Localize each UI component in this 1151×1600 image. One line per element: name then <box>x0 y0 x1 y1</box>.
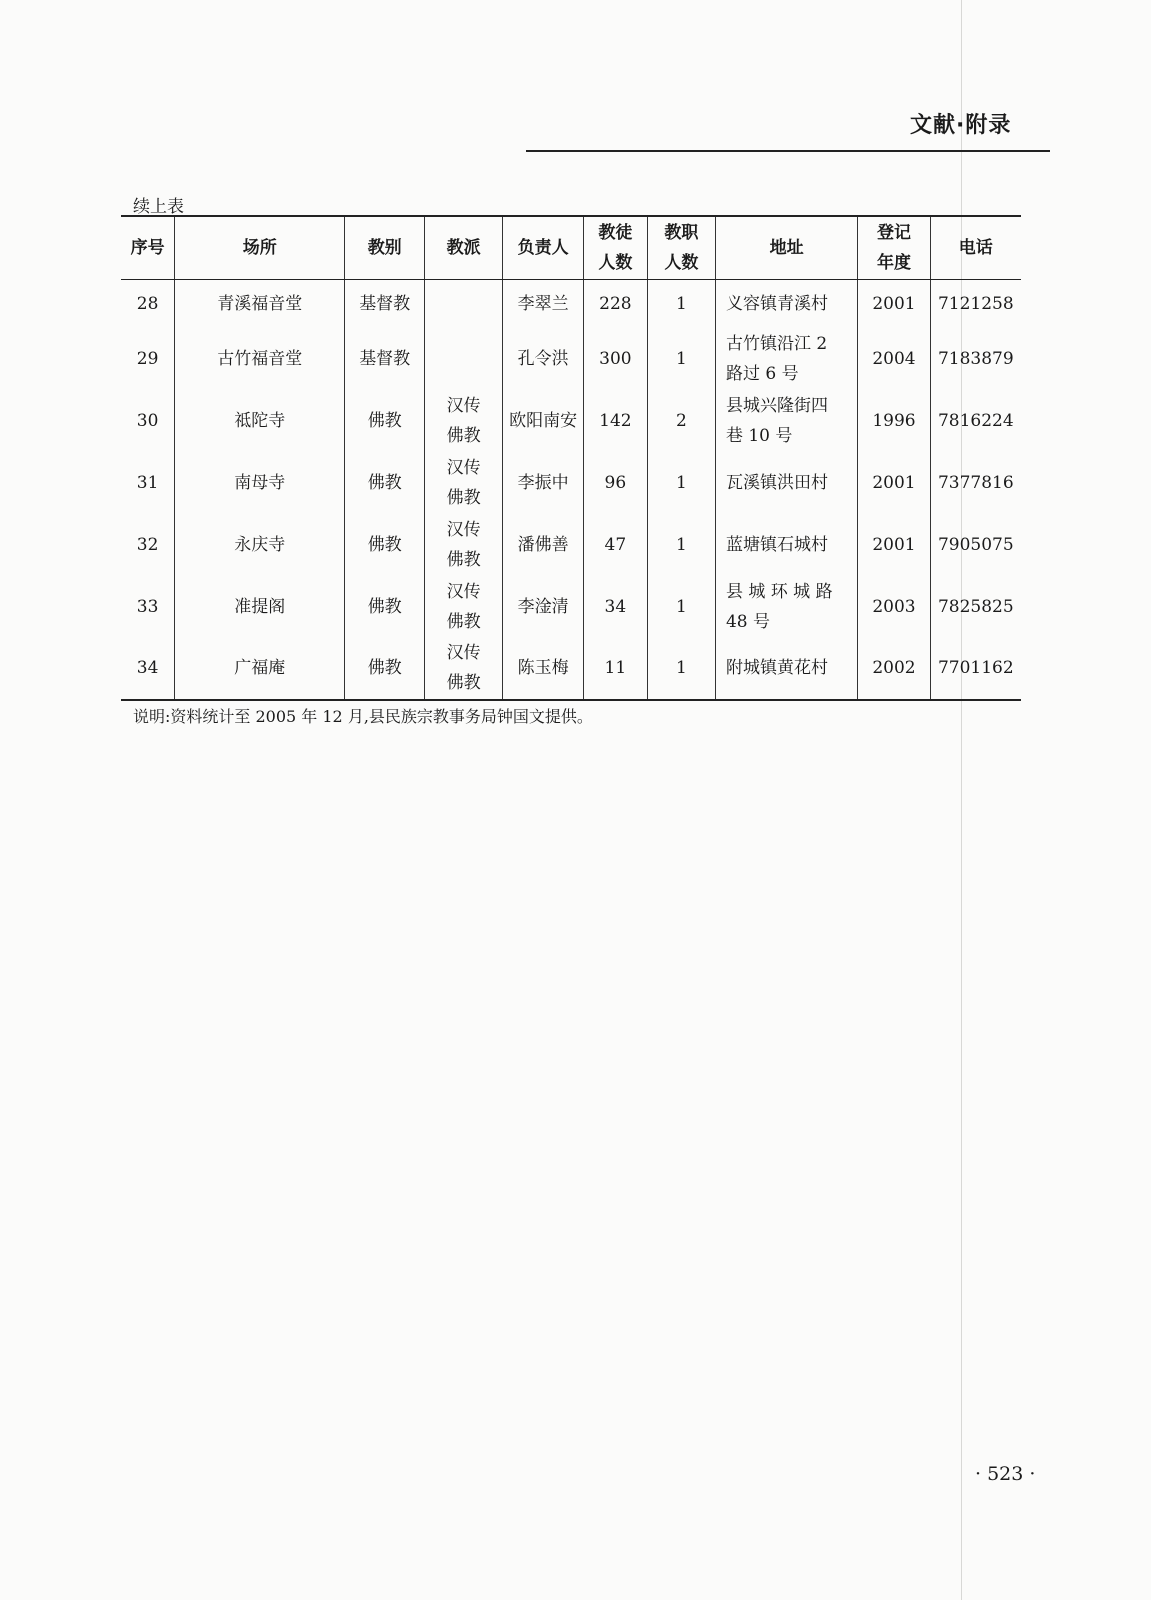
cell-clergy: 1 <box>647 638 715 700</box>
cell-address: 义容镇青溪村 <box>715 280 857 328</box>
cell-place: 祗陀寺 <box>175 390 345 452</box>
column-header: 序号 <box>121 216 175 280</box>
cell-leader: 欧阳南安 <box>503 390 584 452</box>
cell-place: 青溪福音堂 <box>175 280 345 328</box>
column-header: 地址 <box>715 216 857 280</box>
cell-place: 古竹福音堂 <box>175 328 345 390</box>
cell-year: 2004 <box>858 328 930 390</box>
cell-clergy: 1 <box>647 576 715 638</box>
cell-sect <box>424 280 502 328</box>
cell-address: 附城镇黄花村 <box>715 638 857 700</box>
cell-year: 2003 <box>858 576 930 638</box>
cell-clergy: 2 <box>647 390 715 452</box>
cell-year: 1996 <box>858 390 930 452</box>
cell-place: 永庆寺 <box>175 514 345 576</box>
cell-sect: 汉传 佛教 <box>424 576 502 638</box>
cell-year: 2001 <box>858 280 930 328</box>
column-header: 电话 <box>930 216 1021 280</box>
cell-followers: 142 <box>583 390 647 452</box>
table-row <box>121 390 1021 452</box>
cell-phone: 7377816 <box>930 452 1021 514</box>
cell-leader: 潘佛善 <box>503 514 584 576</box>
cell-leader: 李淦清 <box>503 576 584 638</box>
religious-sites-table-container <box>121 215 1021 701</box>
header-rule <box>526 150 1050 152</box>
column-header: 负责人 <box>503 216 584 280</box>
cell-followers: 96 <box>583 452 647 514</box>
cell-sect: 汉传 佛教 <box>424 452 502 514</box>
cell-clergy: 1 <box>647 328 715 390</box>
table-continuation-label: 续上表 <box>133 197 184 217</box>
cell-clergy: 1 <box>647 514 715 576</box>
cell-sect: 汉传 佛教 <box>424 638 502 700</box>
cell-leader: 李振中 <box>503 452 584 514</box>
cell-sect: 汉传 佛教 <box>424 390 502 452</box>
cell-religion: 基督教 <box>345 280 424 328</box>
cell-place: 准提阁 <box>175 576 345 638</box>
table-row <box>121 328 1021 390</box>
cell-phone: 7121258 <box>930 280 1021 328</box>
table-row <box>121 280 1021 328</box>
column-header: 登记 年度 <box>858 216 930 280</box>
cell-no: 32 <box>136 534 159 555</box>
table-row <box>121 638 1021 700</box>
cell-phone: 7701162 <box>930 638 1021 700</box>
cell-leader: 陈玉梅 <box>503 638 584 700</box>
cell-year: 2002 <box>858 638 930 700</box>
cell-address: 县 城 环 城 路 48 号 <box>715 576 857 638</box>
cell-followers: 34 <box>583 576 647 638</box>
cell-address: 瓦溪镇洪田村 <box>715 452 857 514</box>
table-row <box>121 576 1021 638</box>
table-row <box>121 514 1021 576</box>
cell-religion: 佛教 <box>345 452 424 514</box>
religious-sites-table <box>121 215 1021 701</box>
column-header: 场所 <box>175 216 345 280</box>
cell-sect: 汉传 佛教 <box>424 514 502 576</box>
cell-place: 广福庵 <box>175 638 345 700</box>
column-header: 教职 人数 <box>647 216 715 280</box>
cell-phone: 7905075 <box>930 514 1021 576</box>
table-row <box>121 452 1021 514</box>
column-header: 教徒 人数 <box>583 216 647 280</box>
table-header-row <box>121 216 1021 280</box>
cell-leader: 李翠兰 <box>503 280 584 328</box>
column-header: 教派 <box>424 216 502 280</box>
cell-religion: 佛教 <box>345 638 424 700</box>
cell-phone: 7825825 <box>930 576 1021 638</box>
column-header: 教别 <box>345 216 424 280</box>
cell-no: 28 <box>136 293 159 314</box>
running-header-title: 文献·附录 <box>910 113 1012 138</box>
cell-clergy: 1 <box>647 452 715 514</box>
cell-clergy: 1 <box>647 280 715 328</box>
cell-address: 蓝塘镇石城村 <box>715 514 857 576</box>
cell-year: 2001 <box>858 514 930 576</box>
cell-no: 34 <box>136 658 159 678</box>
cell-place: 南母寺 <box>175 452 345 514</box>
cell-address: 县城兴隆街四 巷 10 号 <box>715 390 857 452</box>
cell-address: 古竹镇沿江 2 路过 6 号 <box>715 328 857 390</box>
cell-followers: 47 <box>583 514 647 576</box>
cell-religion: 佛教 <box>345 576 424 638</box>
cell-no: 29 <box>136 348 159 369</box>
cell-no: 31 <box>136 472 159 493</box>
cell-year: 2001 <box>858 452 930 514</box>
cell-phone: 7183879 <box>930 328 1021 390</box>
cell-religion: 佛教 <box>345 390 424 452</box>
table-footnote: 说明:资料统计至 2005 年 12 月,县民族宗教事务局钟国文提供。 <box>133 707 593 726</box>
cell-religion: 基督教 <box>345 328 424 390</box>
cell-religion: 佛教 <box>345 514 424 576</box>
cell-leader: 孔令洪 <box>503 328 584 390</box>
cell-no: 33 <box>136 596 159 617</box>
cell-no: 30 <box>136 410 159 431</box>
page-number: · 523 · <box>975 1463 1036 1485</box>
cell-followers: 228 <box>583 280 647 328</box>
cell-sect <box>424 328 502 390</box>
cell-followers: 300 <box>583 328 647 390</box>
cell-followers: 11 <box>583 638 647 700</box>
cell-phone: 7816224 <box>930 390 1021 452</box>
